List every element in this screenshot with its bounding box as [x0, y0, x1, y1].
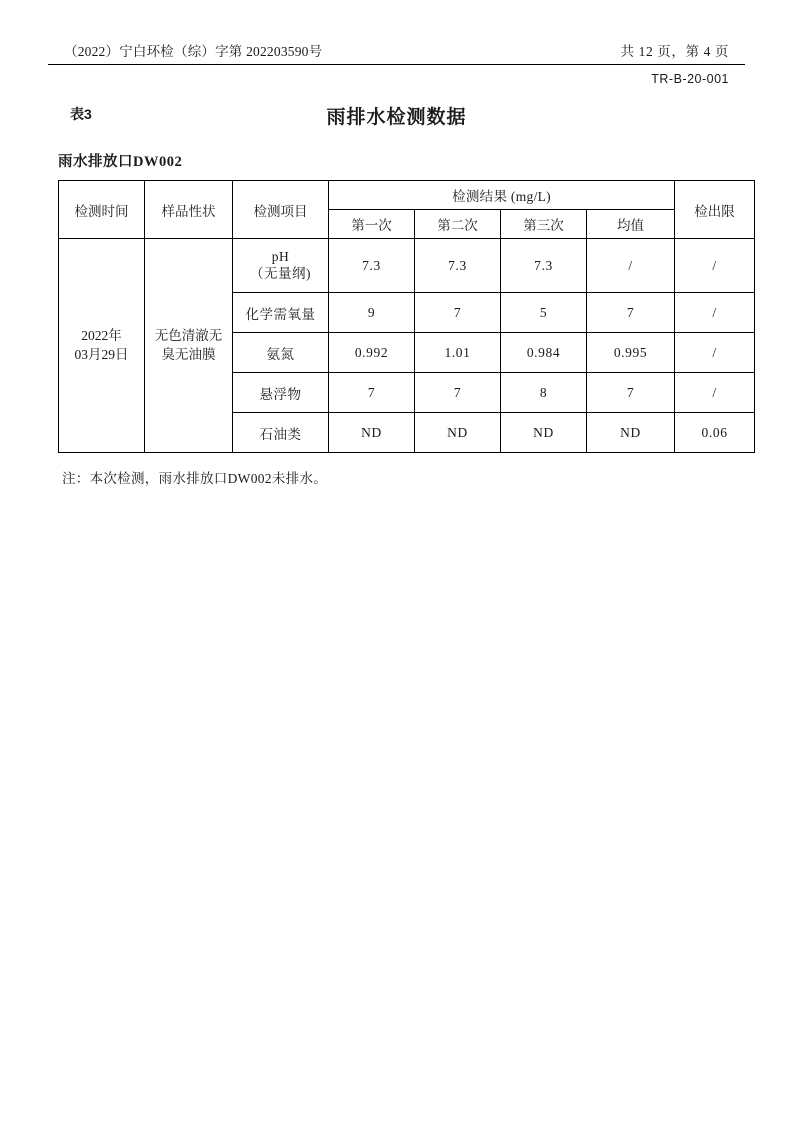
- detection-time-line2: 03月29日: [74, 346, 129, 362]
- document-code: TR-B-20-001: [651, 72, 729, 86]
- page-header: [48, 40, 745, 65]
- header-time: 检测时间: [59, 181, 145, 239]
- item-unit: （无量纲): [250, 265, 311, 281]
- header-results-group: 检测结果 (mg/L): [329, 181, 675, 210]
- header-limit: 检出限: [675, 181, 755, 239]
- cell-item: 悬浮物: [233, 373, 329, 413]
- sample-property-line2: 臭无油膜: [161, 346, 216, 362]
- title-block: [48, 100, 745, 134]
- cell-result-2: 7: [415, 293, 501, 333]
- table-note: 注：本次检测，雨水排放口DW002未排水。: [62, 471, 328, 486]
- report-number: （2022）宁白环检（综）字第 202203590号: [64, 44, 323, 59]
- item-name: pH: [271, 248, 290, 264]
- cell-item: [233, 239, 329, 293]
- header-item: 检测项目: [233, 181, 329, 239]
- cell-result-3: 5: [501, 293, 587, 333]
- cell-result-3: 0.984: [501, 333, 587, 373]
- cell-result-2: 7: [415, 373, 501, 413]
- cell-item: 氨氮: [233, 333, 329, 373]
- header-average: 均值: [587, 210, 675, 239]
- table-row: [59, 239, 755, 293]
- cell-result-3: 7.3: [501, 239, 587, 293]
- cell-result-1: 7: [329, 373, 415, 413]
- cell-average: 0.995: [587, 333, 675, 373]
- cell-average: 7: [587, 373, 675, 413]
- cell-result-3: ND: [501, 413, 587, 453]
- cell-result-2: 7.3: [415, 239, 501, 293]
- cell-result-1: 0.992: [329, 333, 415, 373]
- detection-time-line1: 2022年: [81, 328, 122, 344]
- cell-result-2: 1.01: [415, 333, 501, 373]
- table-header-row-1: [59, 181, 755, 210]
- cell-limit: /: [675, 293, 755, 333]
- cell-average: /: [587, 239, 675, 293]
- cell-result-1: 7.3: [329, 239, 415, 293]
- header-result-2: 第二次: [415, 210, 501, 239]
- cell-item: 石油类: [233, 413, 329, 453]
- cell-limit: /: [675, 373, 755, 413]
- cell-limit: 0.06: [675, 413, 755, 453]
- cell-limit: /: [675, 239, 755, 293]
- cell-item: 化学需氧量: [233, 293, 329, 333]
- cell-result-3: 8: [501, 373, 587, 413]
- header-sample: 样品性状: [145, 181, 233, 239]
- outfall-heading: 雨水排放口DW002: [58, 154, 183, 170]
- table-label: 表3: [70, 106, 92, 122]
- header-result-1: 第一次: [329, 210, 415, 239]
- cell-sample-property: [145, 239, 233, 453]
- cell-limit: /: [675, 333, 755, 373]
- cell-result-1: ND: [329, 413, 415, 453]
- cell-result-2: ND: [415, 413, 501, 453]
- sample-property-line1: 无色清澈无: [154, 328, 223, 344]
- header-result-3: 第三次: [501, 210, 587, 239]
- detection-data-table: [58, 180, 755, 453]
- cell-detection-time: [59, 239, 145, 453]
- page-title: 雨排水检测数据: [326, 107, 467, 128]
- page-number: 共 12 页，第 4 页: [620, 44, 729, 59]
- cell-average: 7: [587, 293, 675, 333]
- cell-result-1: 9: [329, 293, 415, 333]
- cell-average: ND: [587, 413, 675, 453]
